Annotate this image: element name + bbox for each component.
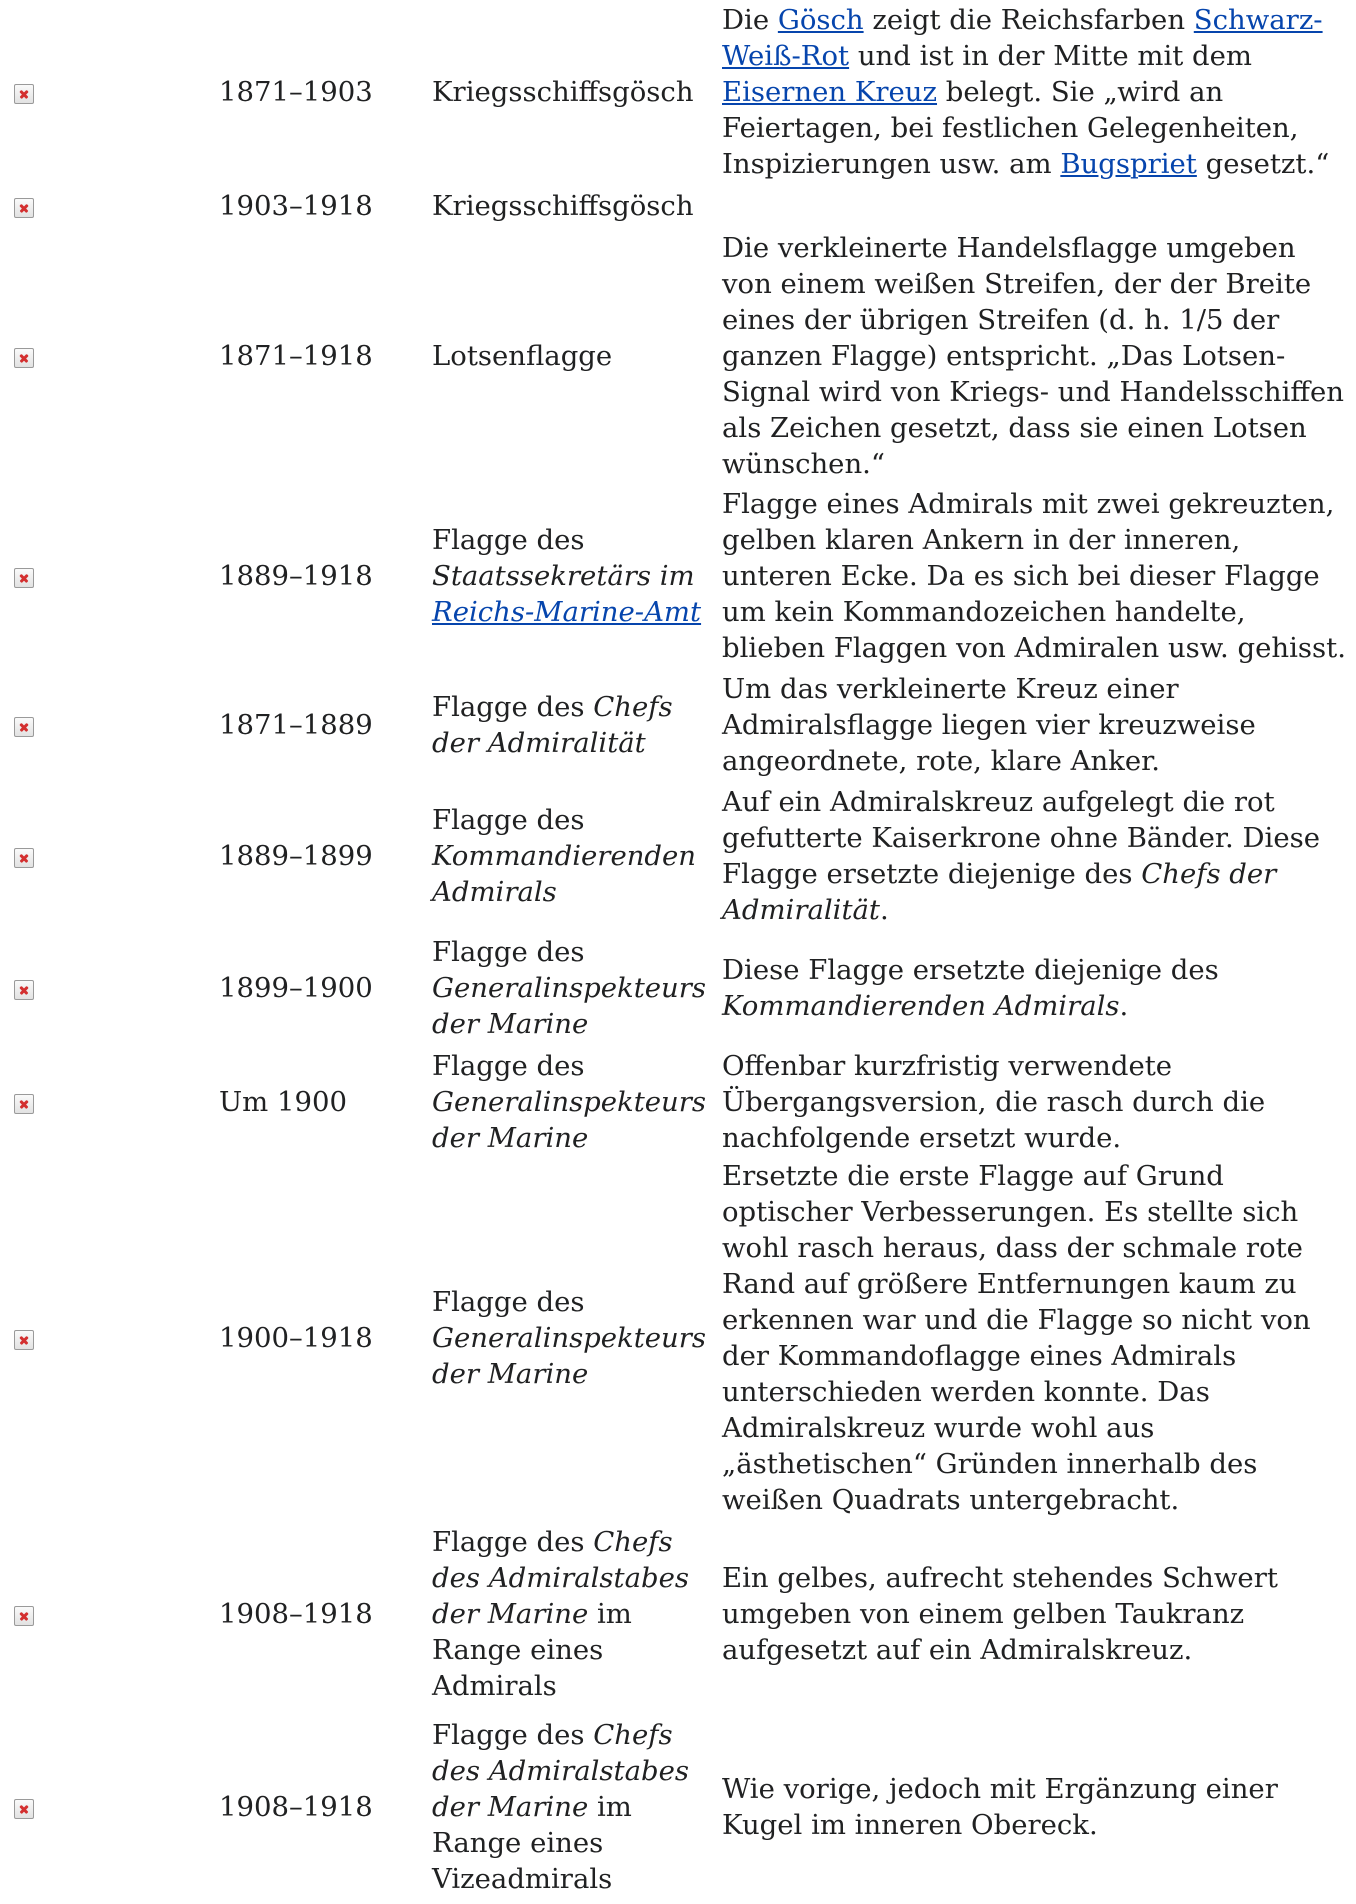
designation-cell: Lotsenflagge (432, 340, 613, 372)
flag-image-cell (0, 184, 219, 228)
description-cell (722, 668, 1356, 782)
flag-image-cell (0, 1158, 219, 1518)
description-italic: Kommandierenden Admirals (722, 990, 1120, 1022)
table-row (0, 668, 1356, 782)
designation-text: im Range eines Admirals (432, 1598, 632, 1702)
designation-text: Flagge des (432, 804, 585, 836)
broken-image-icon[interactable] (14, 980, 34, 1000)
description-text: Um das verkleinerte Kreuz einer Admiralsflagge liegen vier kreuzweise angeordnete, rote, klare Anker. (722, 673, 1256, 777)
designation-text: Flagge des (432, 524, 585, 556)
designation-text: Flagge des (432, 936, 585, 968)
broken-image-icon[interactable] (14, 568, 34, 588)
flag-image-cell (0, 0, 219, 184)
broken-image-icon[interactable] (14, 1094, 34, 1114)
designation-italic: Chefs der Admiralität (432, 691, 673, 759)
period-cell: 1889–1899 (219, 840, 373, 872)
designation-text: Flagge des (432, 1050, 585, 1082)
broken-image-icon[interactable] (14, 84, 34, 104)
description-cell (722, 930, 1356, 1046)
description-cell (722, 0, 1356, 184)
period-cell: 1908–1918 (219, 1598, 373, 1630)
designation-text: Flagge des (432, 1286, 585, 1318)
designation-italic: Generalinspekteurs der Marine (432, 972, 707, 1040)
table-row (0, 484, 1356, 668)
description-text: Wie vorige, jedoch mit Ergänzung einer Kugel im inneren Obereck. (722, 1773, 1278, 1841)
designation-cell (432, 930, 722, 1046)
flag-image-cell (0, 228, 219, 484)
description-text: belegt. Sie „wird an Feiertagen, bei festlichen Gelegenheiten, Inspizierungen usw. am (722, 76, 1299, 180)
designation-cell (432, 782, 722, 930)
flag-image-cell (0, 782, 219, 930)
designation-italic: Generalinspekteurs der Marine (432, 1322, 707, 1390)
description-text: Die (722, 4, 778, 36)
designation-cell: Kriegsschiffsgösch (432, 76, 694, 108)
designation-cell (432, 1518, 722, 1710)
designation-italic: Generalinspekteurs der Marine (432, 1086, 707, 1154)
table-row (0, 228, 1356, 484)
broken-image-icon[interactable] (14, 348, 34, 368)
description-text: zeigt die Reichsfarben (863, 4, 1194, 36)
flag-image-cell (0, 1710, 219, 1904)
description-cell (722, 1046, 1356, 1158)
description-text: Diese Flagge ersetzte diejenige des (722, 954, 1219, 986)
table-row (0, 1518, 1356, 1710)
table-row (0, 0, 1356, 184)
table-row (0, 782, 1356, 930)
link-goesch[interactable]: Gösch (777, 4, 864, 36)
designation-cell (432, 484, 722, 668)
description-text: Ersetzte die erste Flagge auf Grund optischer Verbesserungen. Es stellte sich wohl rasch heraus, dass der schmale rote Rand auf größere Entfernungen kaum zu erkennen war und die Flagge so nicht von der Kommandoflagge eines Admirals unterschieden werden konnte. Das Admiralskreuz wurde wohl aus „ästhetischen“ Gründen innerhalb des weißen Quadrats untergebracht. (722, 1160, 1311, 1516)
designation-cell (432, 1710, 722, 1904)
description-cell (722, 1518, 1356, 1710)
period-cell: 1903–1918 (219, 190, 373, 222)
description-cell (722, 1158, 1356, 1518)
flag-image-cell (0, 1518, 219, 1710)
description-text: Ein gelbes, aufrecht stehendes Schwert umgeben von einem gelben Taukranz aufgesetzt auf ein Admiralskreuz. (722, 1562, 1278, 1666)
period-cell: 1871–1903 (219, 76, 373, 108)
flag-image-cell (0, 1046, 219, 1158)
flag-image-cell (0, 484, 219, 668)
description-text: . (879, 894, 889, 926)
description-text: Flagge eines Admirals mit zwei gekreuzten, gelben klaren Ankern in der inneren, unteren Ecke. Da es sich bei dieser Flagge um kein Kommandozeichen handelte, blieben Flaggen von Admiralen usw. gehisst. (722, 488, 1346, 664)
broken-image-icon[interactable] (14, 1606, 34, 1626)
link-reichs-marine-amt[interactable]: Reichs-Marine-Amt (432, 596, 702, 628)
period-cell: 1871–1918 (219, 340, 373, 372)
broken-image-icon[interactable] (14, 717, 34, 737)
description-text: gesetzt.“ (1196, 148, 1330, 180)
table-row (0, 930, 1356, 1046)
designation-text: im Range eines Vizeadmirals (432, 1791, 632, 1895)
link-schwarz-weiss-rot[interactable]: Schwarz-Weiß-Rot (722, 4, 1323, 72)
flag-image-cell (0, 930, 219, 1046)
period-cell: 1889–1918 (219, 560, 373, 592)
description-cell (722, 782, 1356, 930)
description-text: . (1119, 990, 1129, 1022)
description-italic: Chefs der Admiralität (722, 858, 1277, 926)
description-cell (722, 484, 1356, 668)
period-cell: 1900–1918 (219, 1322, 373, 1354)
table-row (0, 184, 1356, 228)
link-eisernes-kreuz[interactable]: Eisernen Kreuz (722, 76, 938, 108)
designation-italic: Staatssekretärs im (432, 560, 695, 592)
designation-cell (432, 1046, 722, 1158)
table-row (0, 1710, 1356, 1904)
designation-text: Flagge des (432, 1526, 594, 1558)
broken-image-icon[interactable] (14, 1799, 34, 1819)
designation-italic: Kommandierenden Admirals (432, 840, 697, 908)
designation-cell (432, 668, 722, 782)
broken-image-icon[interactable] (14, 198, 34, 218)
description-text: Die verkleinerte Handelsflagge umgeben von einem weißen Streifen, der der Breite eines der übrigen Streifen (d. h. 1/5 der ganzen Flagge) entspricht. „Das Lotsen-Signal wird von Kriegs- und Handelsschiffen als Zeichen gesetzt, dass sie einen Lotsen wünschen.“ (722, 232, 1344, 480)
period-cell: 1908–1918 (219, 1791, 373, 1823)
broken-image-icon[interactable] (14, 1330, 34, 1350)
designation-italic: Chefs des Admiralstabes der Marine (432, 1719, 689, 1823)
designation-text: Flagge des (432, 691, 594, 723)
period-cell: Um 1900 (219, 1086, 347, 1118)
description-text: Auf ein Admiralskreuz aufgelegt die rot gefutterte Kaiserkrone ohne Bänder. Diese Flagge ersetzte diejenige des (722, 786, 1321, 890)
broken-image-icon[interactable] (14, 848, 34, 868)
description-cell (722, 1710, 1356, 1904)
designation-cell (432, 1158, 722, 1518)
period-cell: 1871–1889 (219, 709, 373, 741)
table-row (0, 1046, 1356, 1158)
period-cell: 1899–1900 (219, 972, 373, 1004)
designation-text: Flagge des (432, 1719, 594, 1751)
description-text: Offenbar kurzfristig verwendete Übergangsversion, die rasch durch die nachfolgende ersetzt wurde. (722, 1050, 1266, 1154)
designation-cell: Kriegsschiffsgösch (432, 190, 694, 222)
table-row (0, 1158, 1356, 1518)
link-bugspriet[interactable]: Bugspriet (1060, 148, 1197, 180)
designation-italic: Chefs des Admiralstabes der Marine (432, 1526, 689, 1630)
description-cell (722, 228, 1356, 484)
description-text: und ist in der Mitte mit dem (849, 40, 1252, 72)
flag-image-cell (0, 668, 219, 782)
description-cell (722, 184, 1356, 228)
